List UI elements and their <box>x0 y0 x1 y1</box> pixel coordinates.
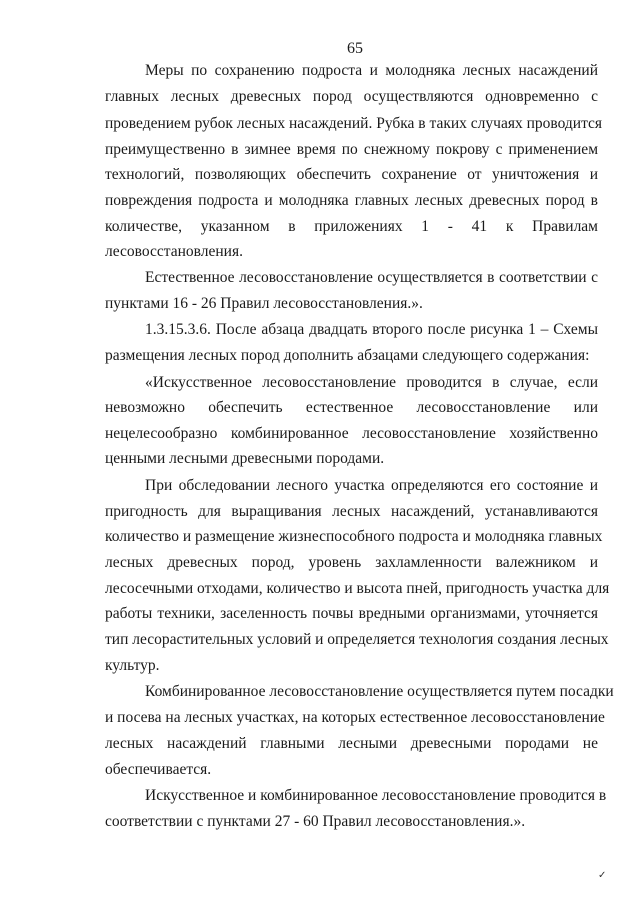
text-line: соответствии с пунктами 27 - 60 Правил лесовосстановления.». <box>105 813 526 830</box>
text-line: пунктами 16 - 26 Правил лесовосстановления.». <box>105 295 423 312</box>
text-line: количество и размещение жизнеспособного подроста и молодняка главных <box>105 528 603 545</box>
text-line: проведением рубок лесных насаждений. Рубка в таких случаях проводится <box>105 115 603 132</box>
text-line: «Искусственное лесовосстановление проводится в случае, если <box>145 374 598 391</box>
scan-mark: ✓ <box>598 870 607 881</box>
text-line: лесных насаждений главными лесными древесными породами не <box>105 735 598 752</box>
text-line: технологий, позволяющих обеспечить сохранение от уничтожения и <box>105 166 598 183</box>
text-line: 1.3.15.3.6. После абзаца двадцать второго после рисунка 1 – Схемы <box>145 321 598 338</box>
text-line: количестве, указанном в приложениях 1 - 41 к Правилам <box>105 218 598 235</box>
text-line: При обследовании лесного участка определяются его состояние и <box>145 477 598 494</box>
text-line: Естественное лесовосстановление осуществляется в соответствии с <box>145 269 598 286</box>
text-line: Меры по сохранению подроста и молодняка лесных насаждений <box>145 62 598 79</box>
text-line: повреждения подроста и молодняка главных лесных древесных пород в <box>105 192 598 209</box>
text-line: лесовосстановления. <box>105 243 243 260</box>
text-line: Искусственное и комбинированное лесовосстановление проводится в <box>145 787 607 804</box>
text-line: обеспечивается. <box>105 761 212 778</box>
text-line: лесных древесных пород, уровень захламленности валежником и <box>105 554 598 571</box>
text-line: лесосечными отходами, количество и высота пней, пригодность участка для <box>105 580 610 597</box>
text-line: тип лесорастительных условий и определяется технология создания лесных <box>105 631 609 648</box>
text-line: преимущественно в зимнее время по снежному покрову с применением <box>105 141 598 158</box>
text-line: культур. <box>105 657 160 674</box>
text-line: ценными лесными древесными породами. <box>105 450 385 467</box>
text-line: нецелесообразно комбинированное лесовосстановление хозяйственно <box>105 425 598 442</box>
text-line: размещения лесных пород дополнить абзацами следующего содержания: <box>105 347 590 364</box>
text-line: и посева на лесных участках, на которых естественное лесовосстановление <box>105 709 605 726</box>
text-line: невозможно обеспечить естественное лесовосстановление или <box>105 399 598 416</box>
text-line: работы техники, заселенность почвы вредными организмами, уточняется <box>105 605 598 622</box>
page-number: 65 <box>347 40 363 57</box>
text-line: пригодность для выращивания лесных насаждений, устанавливаются <box>105 503 598 520</box>
text-line: Комбинированное лесовосстановление осуществляется путем посадки <box>145 683 614 700</box>
text-line: главных лесных древесных пород осуществляются одновременно с <box>105 88 598 105</box>
